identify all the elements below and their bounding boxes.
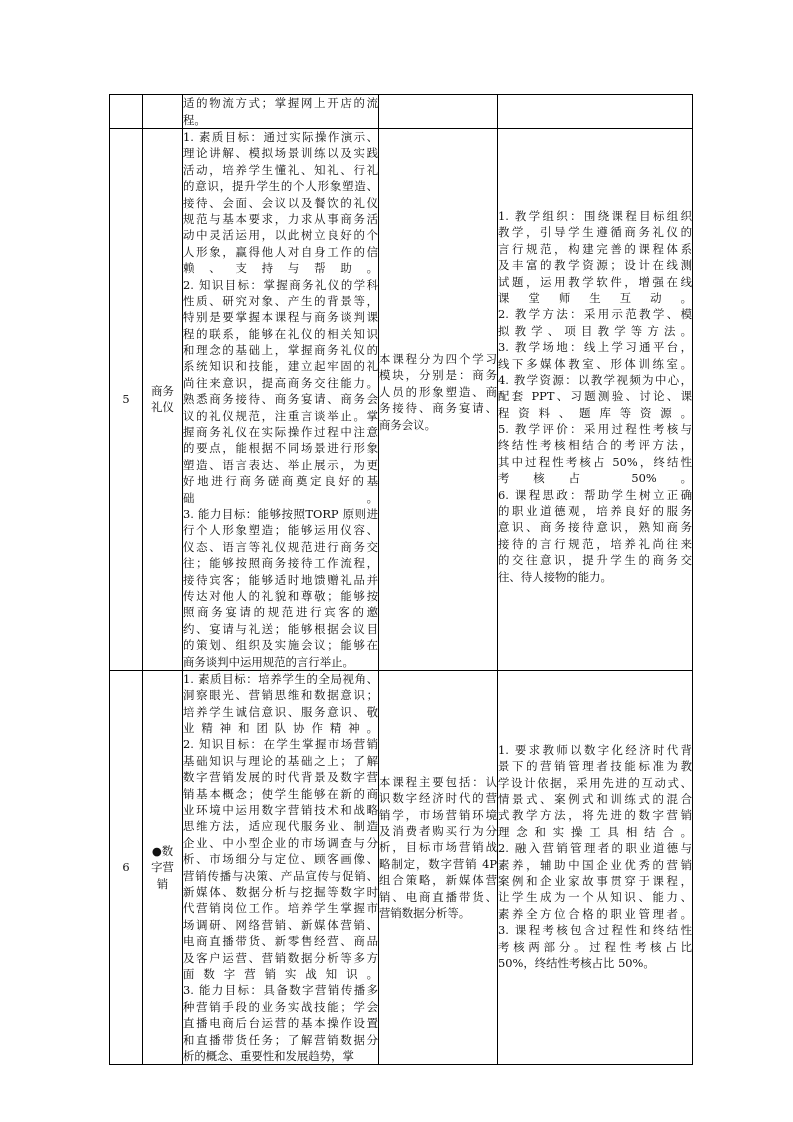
course-name-cell	[143, 670, 183, 1064]
objectives-line: 础。	[183, 490, 378, 505]
objectives-line: 洞察眼光、营销思维和数据意识；	[183, 688, 378, 703]
content-cell	[379, 129, 498, 671]
requirements-line: 50%，终结性考核占比 50%。	[498, 955, 655, 970]
objectives-line: 仪态、语言等礼仪规范进行商务交	[183, 539, 378, 554]
requirements-line: 3. 教学场地：线上学习通平台，	[498, 340, 692, 355]
requirements-line: 的职业道德观，培养良好的服务	[498, 504, 692, 519]
requirements-line: 试题，运用教学软件，增强在线	[498, 274, 692, 289]
objectives-cell	[183, 670, 379, 1064]
content-line: 务接待、商务宴请、	[379, 401, 497, 416]
objectives-cell	[183, 95, 379, 129]
objectives-line: 特别是要掌握本课程与商务谈判课	[183, 310, 378, 325]
objectives-line: 代营销岗位工作。培养学生掌握市	[183, 901, 378, 916]
objectives-line: 人形象，赢得他人对自身工作的信	[183, 244, 378, 259]
objectives-line: 3. 能力目标：具备数字营销传播多	[183, 983, 378, 998]
objectives-line: 议的礼仪规范，注重言谈举止。掌	[183, 408, 378, 423]
objectives-line: 塑造、语言表达、举止展示，为更	[183, 457, 378, 472]
requirements-line: 考核占 50%。	[498, 471, 692, 486]
requirements-cell	[498, 670, 693, 1064]
objectives-line: 理论讲解、模拟场景训练以及实践	[183, 146, 378, 161]
objectives-line: 动中灵活运用，以此树立良好的个	[183, 228, 378, 243]
course-name-line: 销	[156, 876, 169, 891]
requirements-line: 言行规范，构建完善的课程体系	[498, 241, 692, 256]
requirements-line: 情景式、案例式和训练式的混合	[498, 792, 692, 807]
course-number-cell	[110, 670, 143, 1064]
objectives-line: 析的概念、重要性和发展趋势，掌	[183, 1048, 354, 1063]
objectives-line: 营销传播与决策、产品宣传与促销、	[183, 868, 378, 883]
objectives-line: 好地进行商务磋商奠定良好的基	[183, 474, 378, 489]
requirements-line: 线下多媒体教室、形体训练室。	[498, 356, 692, 371]
objectives-line: 场调研、网络营销、新媒体营销、	[183, 917, 378, 932]
objectives-line: 销基本概念；使学生能够在新的商	[183, 786, 378, 801]
objectives-line: 数字营销发展的时代背景及数字营	[183, 770, 378, 785]
objectives-line: 接待宾客；能够适时地馈赠礼品并	[183, 572, 378, 587]
objectives-line: 性质、研究对象、产生的背景等，	[183, 293, 378, 308]
course-number: 5	[122, 392, 130, 407]
content-line: 略制定，数字营销 4P	[379, 856, 497, 871]
objectives-line: 1. 素质目标：通过实际操作演示、	[183, 130, 378, 144]
requirements-line: 景下的营销管理者技能标准为教	[498, 759, 692, 774]
course-name-line: ●数	[151, 843, 174, 858]
objectives-line: 程。	[183, 112, 206, 127]
objectives-line: 基础知识与理论的基础之上；了解	[183, 753, 378, 768]
course-name-cell	[143, 129, 183, 671]
requirements-line: 3. 课程考核包含过程性和终结性	[498, 923, 692, 938]
requirements-line: 案例和企业家故事贯穿于课程，	[498, 874, 692, 889]
requirements-line: 5. 教学评价：采用过程性考核与	[498, 422, 692, 437]
content-cell	[379, 670, 498, 1064]
content-line: 商务会议。	[379, 417, 436, 432]
content-line: 组合策略，新媒体营	[379, 873, 497, 888]
objectives-line: 赖、支持与帮助。	[183, 261, 378, 276]
requirements-line: 其中过程性考核占 50%，终结性	[498, 454, 692, 469]
requirements-line: 2. 教学方法：采用示范教学、模	[498, 307, 692, 322]
objectives-line: 2. 知识目标：掌握商务礼仪的学科	[183, 277, 378, 292]
course-name-line: 商务	[151, 384, 174, 399]
objectives-line: 业环境中运用数字营销技术和战略	[183, 803, 378, 818]
objectives-line: 商务谈判中运用规范的言行举止。	[183, 654, 354, 669]
objectives-line: 种营销手段的业务实战技能；学会	[183, 999, 378, 1014]
objectives-line: 电商直播带货、新零售经营、商品	[183, 934, 378, 949]
objectives-line: 和直播带货任务；了解营销数据分	[183, 1032, 378, 1047]
requirements-line: 的交往意识，提升学生的商务交	[498, 553, 692, 568]
table-row	[110, 670, 693, 1064]
content-line: 模块，分别是：商务	[379, 368, 497, 383]
objectives-line: 直播电商后台运营的基本操作设置	[183, 1016, 378, 1031]
requirements-line: 意识、商务接待意识，熟知商务	[498, 520, 692, 535]
course-table-body	[110, 95, 693, 1065]
course-name-line: 礼仪	[151, 400, 174, 415]
table-row	[110, 129, 693, 671]
objectives-line: 企业、中小型企业的市场调查与分	[183, 835, 378, 850]
requirements-line: 1. 教学组织：围绕课程目标组织	[498, 209, 692, 223]
objectives-line: 和理念的基础上，掌握商务礼仪的	[183, 343, 378, 358]
requirements-line: 素养全方位合格的职业管理者。	[498, 906, 692, 921]
objectives-line: 传达对他人的礼貌和尊敬；能够按	[183, 588, 378, 603]
objectives-line: 系统知识和技能，建立起牢固的礼	[183, 359, 378, 374]
objectives-line: 接待、会面、会议以及餐饮的礼仪	[183, 195, 378, 210]
requirements-cell	[498, 95, 693, 129]
objectives-line: 析、市场细分与定位、顾客画像、	[183, 852, 378, 867]
content-line: 销、电商直播带货、	[379, 889, 497, 904]
objectives-line: 思维方法，适应现代服务业、制造	[183, 819, 378, 834]
content-line: 营销数据分析等。	[379, 906, 471, 921]
content-line: 本课程主要包括：认	[379, 774, 497, 789]
objectives-line: 活动，培养学生懂礼、知礼、行礼	[183, 162, 378, 177]
requirements-line: 6. 课程思政：帮助学生树立正确	[498, 487, 692, 502]
content-cell	[379, 95, 498, 129]
objectives-line: 新媒体、数据分析与挖掘等数字时	[183, 884, 378, 899]
requirements-line: 学设计依据，采用先进的互动式、	[498, 775, 692, 790]
requirements-line: 拟教学、项目教学等方法。	[498, 323, 692, 338]
objectives-line: 培养学生诚信意识、服务意识、敬	[183, 704, 378, 719]
objectives-line: 适的物流方式；掌握网上开店的流	[183, 96, 378, 111]
requirements-line: 及丰富的教学资源；设计在线测	[498, 258, 692, 273]
requirements-line: 教学，引导学生遵循商务礼仪的	[498, 225, 692, 240]
requirements-line: 课堂师生互动。	[498, 290, 692, 305]
requirements-line: 理念和实操工具相结合。	[498, 824, 692, 839]
objectives-line: 的要点，能根据不同场景进行形象	[183, 441, 378, 456]
requirements-line: 考核两部分。过程性考核占比	[498, 939, 692, 954]
requirements-line: 4. 教学资源：以教学视频为中心，	[498, 372, 692, 387]
content-line: 析，目标市场营销战	[379, 840, 497, 855]
requirements-line: 接待的言行规范，培养礼尚往来	[498, 536, 692, 551]
objectives-line: 约、宴请与礼送；能够根据会议目	[183, 621, 378, 636]
objectives-cell	[183, 129, 379, 671]
requirements-line: 程资料、题库等资源。	[498, 405, 692, 420]
course-number: 6	[122, 860, 130, 875]
content-line: 销学，市场营销环境	[379, 807, 497, 822]
objectives-line: 程的联系，能够在礼仪的相关知识	[183, 326, 378, 341]
requirements-cell	[498, 129, 693, 671]
requirements-line: 终结性考核相结合的考评方法，	[498, 438, 692, 453]
requirements-line: 让学生成为一个从知识、能力、	[498, 890, 692, 905]
objectives-line: 2. 知识目标：在学生掌握市场营销	[183, 737, 378, 752]
objectives-line: 业精神和团队协作精神。	[183, 721, 378, 736]
requirements-line: 式教学方法，将先进的数字营销	[498, 808, 692, 823]
requirements-line: 配套 PPT、习题测验、讨论、课	[498, 389, 692, 404]
objectives-line: 尚往来意识，提高商务交往能力。	[183, 375, 378, 390]
objectives-line: 及客户运营、营销数据分析等多方	[183, 950, 378, 965]
objectives-line: 握商务礼仪在实际操作过程中注意	[183, 425, 378, 440]
objectives-line: 熟悉商务接待、商务宴请、商务会	[183, 392, 378, 407]
content-line: 人员的形象塑造、商	[379, 384, 497, 399]
requirements-line: 往、待人接物的能力。	[498, 569, 612, 584]
objectives-line: 规范与基本要求，力求从事商务活	[183, 211, 378, 226]
objectives-line: 3. 能力目标：能够按照TORP 原则进	[183, 506, 378, 521]
requirements-line: 2. 融入营销管理者的职业道德与	[498, 841, 692, 856]
objectives-line: 1. 素质目标：培养学生的全局视角、	[183, 671, 378, 686]
content-line: 识数字经济时代的营	[379, 791, 497, 806]
objectives-line: 面数字营销实战知识。	[183, 966, 378, 981]
requirements-line: 素养，辅助中国企业优秀的营销	[498, 857, 692, 872]
requirements-line: 1. 要求教师以数字化经济时代背	[498, 742, 692, 757]
course-name-cell	[143, 95, 183, 129]
objectives-line: 往；能够按照商务接待工作流程，	[183, 556, 378, 571]
objectives-line: 的意识，提升学生的个人形象塑造、	[183, 179, 378, 194]
course-number-cell	[110, 129, 143, 671]
course-number-cell	[110, 95, 143, 129]
table-row	[110, 95, 693, 129]
objectives-line: 行个人形象塑造；能够运用仪容、	[183, 523, 378, 538]
course-name-line: 字营	[151, 860, 174, 875]
course-table	[109, 94, 693, 1065]
objectives-line: 照商务宴请的规范进行宾客的邀	[183, 605, 378, 620]
content-line: 及消费者购买行为分	[379, 824, 497, 839]
objectives-line: 的策划、组织及实施会议；能够在	[183, 638, 378, 653]
content-line: 本课程分为四个学习	[379, 352, 497, 366]
